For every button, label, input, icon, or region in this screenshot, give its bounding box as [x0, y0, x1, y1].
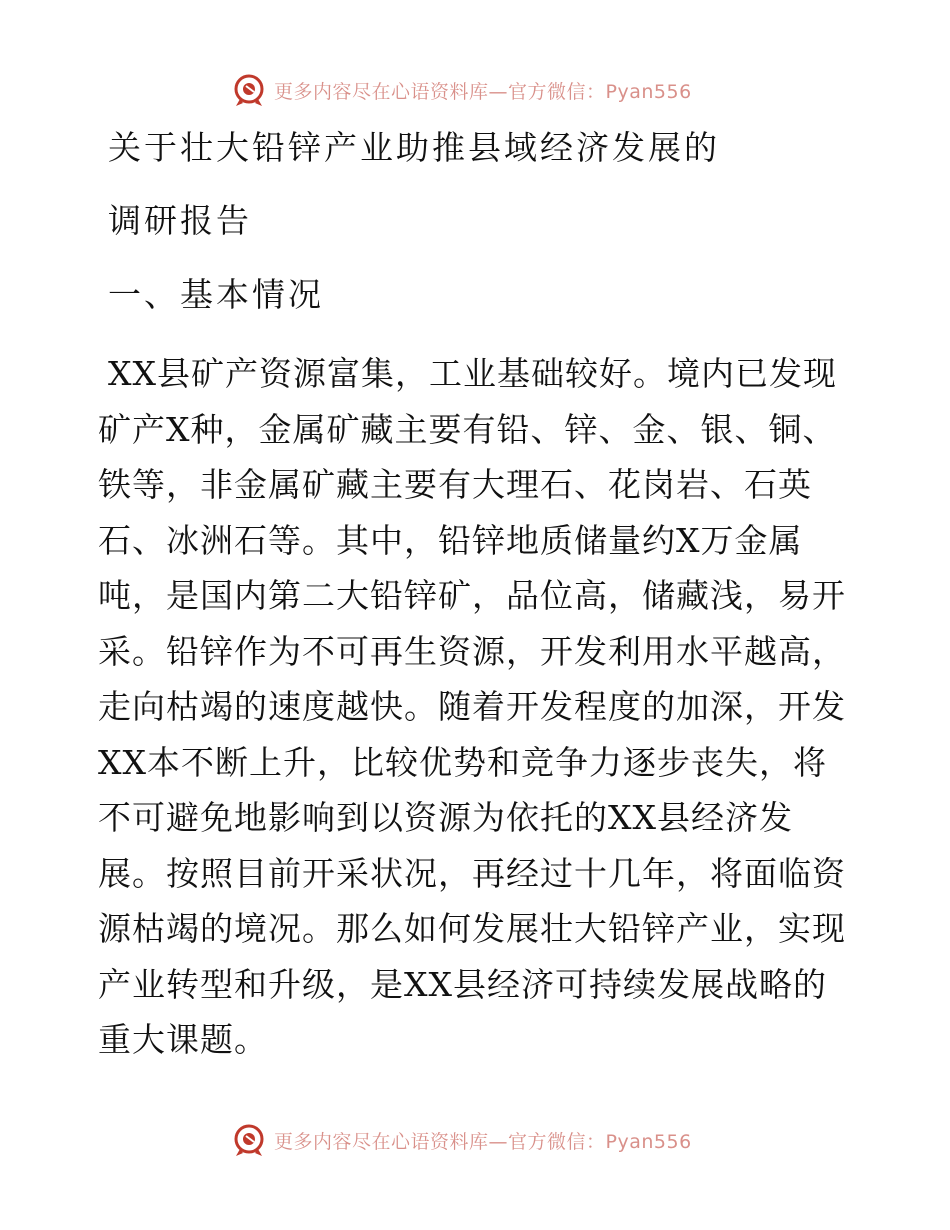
body-paragraph: XX县矿产资源富集，工业基础较好。境内已发现矿产X种，金属矿藏主要有铅、锌、金、银、铜、铁等，非金属矿藏主要有大理石、花岗岩、石英石、冰洲石等。其中，铅锌地质储量约X万金属吨，是国内第二大铅锌矿，品位高，储藏浅，易开采。铅锌作为不可再生资源，开发利用水平越高，走向枯竭的速度越快。随着开发程度的加深，开发XX本不断上升，比较优势和竞争力逐步丧失，将不可避免地影响到以资源为依托的XX县经济发展。按照目前开采状况，再经过十几年，将面临资源枯竭的境况。那么如何发展壮大铅锌产业，实现产业转型和升级，是XX县经济可持续发展战略的重大课题。: [98, 354, 846, 1059]
header-watermark: [232, 72, 692, 108]
watermark-text: 更多内容尽在心语资料库—官方微信：Pyan556: [274, 1130, 692, 1153]
section-heading: 一、基本情况: [108, 275, 324, 314]
ribbon-rosette-icon: [232, 1122, 268, 1158]
document-title-line-1: 关于壮大铅锌产业助推县域经济发展的: [108, 128, 720, 167]
footer-watermark: [232, 1122, 692, 1158]
watermark-text: 更多内容尽在心语资料库—官方微信：Pyan556: [274, 80, 692, 103]
document-title-line-2: 调研报告: [108, 201, 252, 240]
ribbon-rosette-icon: [232, 72, 268, 108]
